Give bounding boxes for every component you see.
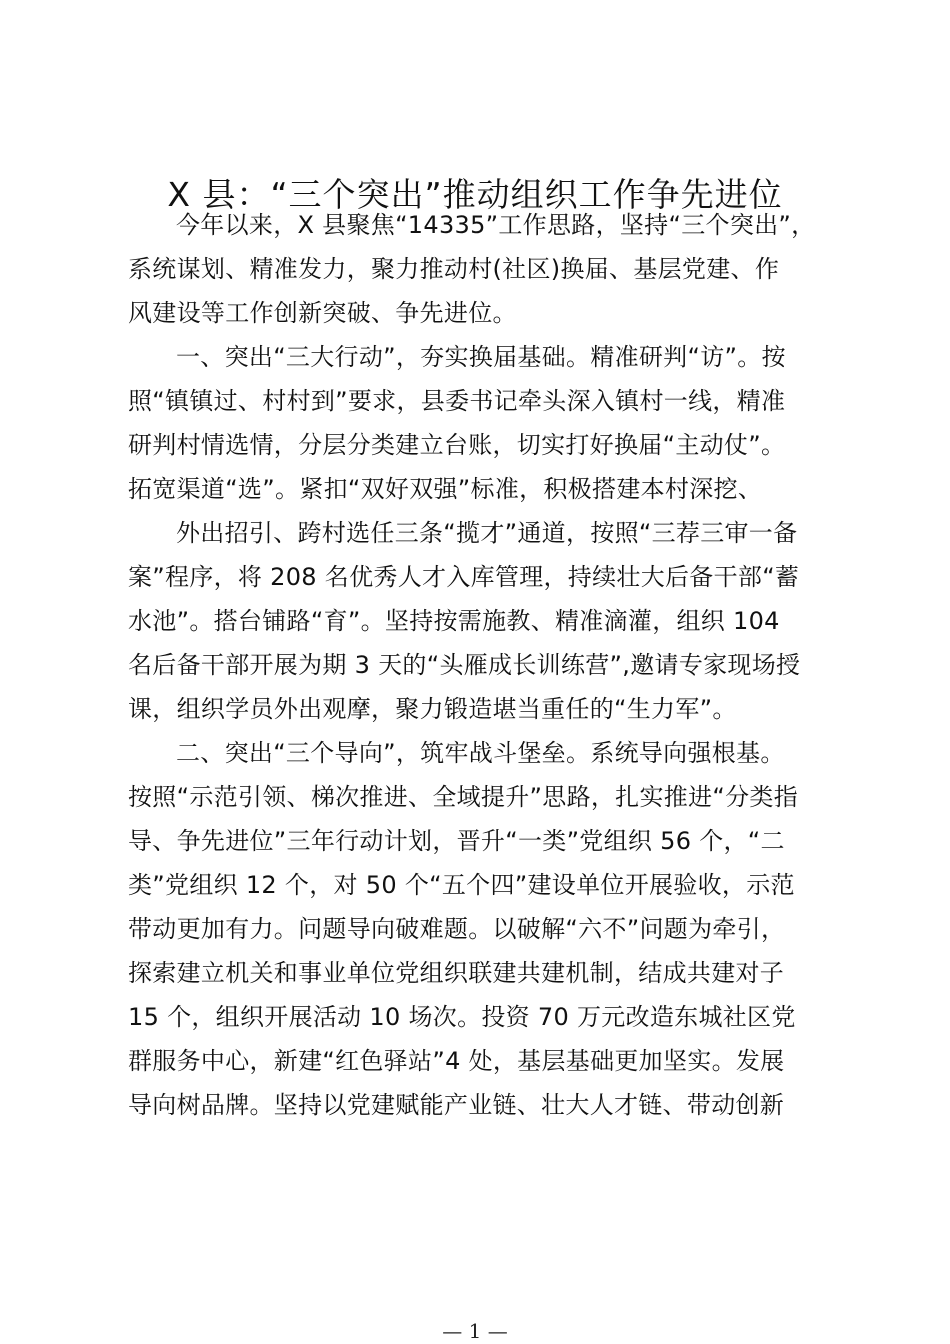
paragraph-line-13: 二、突出“三个导向”，筑牢战斗堡垒。系统导向强根基。: [176, 739, 785, 767]
paragraph-line-6: 研判村情选情，分层分类建立台账，切实打好换届“主动仗”。: [128, 431, 786, 459]
paragraph-line-20: 群服务中心，新建“红色驿站”4 处，基层基础更加坚实。发展: [128, 1047, 785, 1075]
paragraph-line-14: 按照“示范引领、梯次推进、全域提升”思路，扎实推进“分类指: [128, 783, 798, 811]
document-title: X 县：“三个突出”推动组织工作争先进位: [167, 175, 783, 214]
paragraph-line-19: 15 个，组织开展活动 10 场次。投资 70 万元改造东城社区党: [128, 1003, 796, 1031]
paragraph-line-3: 风建设等工作创新突破、争先进位。: [128, 299, 517, 327]
paragraph-line-10: 水池”。搭台铺路“育”。坚持按需施教、精准滴灌，组织 104: [128, 607, 780, 635]
paragraph-line-12: 课，组织学员外出观摩，聚力锻造堪当重任的“生力军”。: [128, 695, 737, 723]
paragraph-line-15: 导、争先进位”三年行动计划，晋升“一类”党组织 56 个，“二: [128, 827, 785, 855]
paragraph-line-2: 系统谋划、精准发力，聚力推动村(社区)换届、基层党建、作: [128, 255, 780, 283]
paragraph-line-16: 类”党组织 12 个，对 50 个“五个四”建设单位开展验收，示范: [128, 871, 795, 899]
paragraph-line-1: 今年以来，X 县聚焦“14335”工作思路，坚持“三个突出”，: [176, 211, 816, 239]
paragraph-line-9: 案”程序，将 208 名优秀人才入库管理，持续壮大后备干部“蓄: [128, 563, 800, 591]
paragraph-line-11: 名后备干部开展为期 3 天的“头雁成长训练营”,邀请专家现场授: [128, 651, 801, 679]
paragraph-line-5: 照“镇镇过、村村到”要求，县委书记牵头深入镇村一线，精准: [128, 387, 786, 415]
paragraph-line-4: 一、突出“三大行动”，夯实换届基础。精准研判“访”。按: [176, 343, 786, 371]
paragraph-line-21: 导向树品牌。坚持以党建赋能产业链、壮大人才链、带动创新: [128, 1091, 785, 1119]
paragraph-line-7: 拓宽渠道“选”。紧扣“双好双强”标准，积极搭建本村深挖、: [128, 475, 763, 503]
paragraph-line-8: 外出招引、跨村选任三条“揽才”通道，按照“三荐三审一备: [176, 519, 798, 547]
page-number: — 1 —: [442, 1319, 508, 1343]
paragraph-line-17: 带动更加有力。问题导向破难题。以破解“六不”问题为牵引，: [128, 915, 786, 943]
paragraph-line-18: 探索建立机关和事业单位党组织联建共建机制，结成共建对子: [128, 959, 785, 987]
